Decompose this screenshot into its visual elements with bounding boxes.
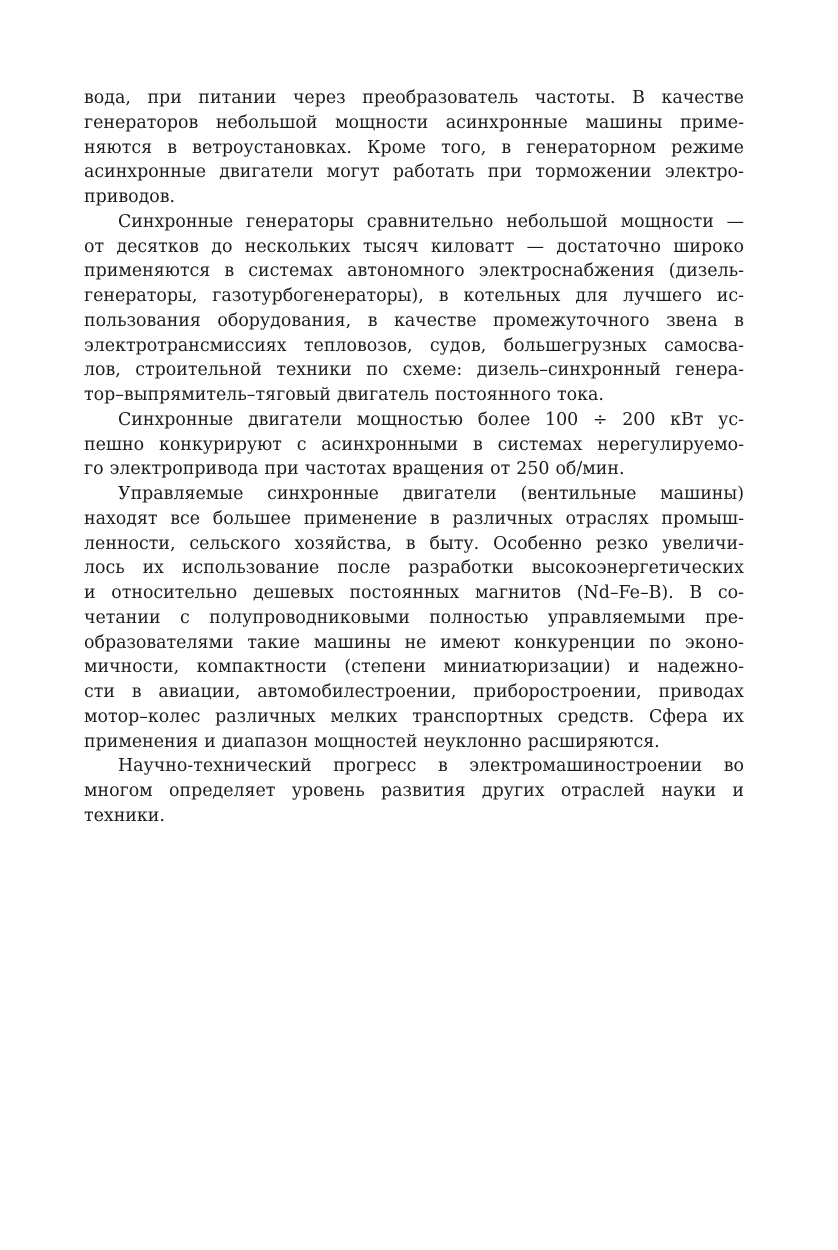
text-line: вода, при питании через преобразователь частоты. В качестве xyxy=(84,88,744,108)
document-body xyxy=(84,86,744,829)
text-line: техники. xyxy=(84,805,165,826)
text-line: ленности, сельского хозяйства, в быту. Особенно резко увеличи- xyxy=(84,533,744,554)
text-line: Управляемые синхронные двигатели (вентильные машины) xyxy=(118,484,744,504)
text-line: четании с полупроводниковыми полностью управляемыми пре- xyxy=(84,607,744,628)
text-line: тор–выпрямитель–тяговый двигатель постоянного тока. xyxy=(84,385,604,405)
text-line: генераторов небольшой мощности асинхронные машины приме- xyxy=(84,112,744,133)
text-line: лов, строительной техники по схеме: дизель–синхронный генера- xyxy=(84,360,744,381)
text-line: асинхронные двигатели могут работать при торможении электро- xyxy=(84,162,744,183)
text-line: применяются в системах автономного электроснабжения (дизель- xyxy=(84,261,744,282)
text-line: и относительно дешевых постоянных магнитов (Nd–Fe–B). В со- xyxy=(84,583,744,603)
text-line: пешно конкурируют с асинхронными в системах нерегулируемо- xyxy=(84,434,744,455)
paragraph xyxy=(84,408,744,482)
text-line: многом определяет уровень развития других отраслей науки и xyxy=(84,781,744,801)
text-line: няются в ветроустановках. Кроме того, в генераторном режиме xyxy=(84,137,744,158)
text-line: пользования оборудования, в качестве промежуточного звена в xyxy=(84,310,744,331)
paragraph xyxy=(84,482,744,754)
text-line: Синхронные двигатели мощностью более 100 ÷ 200 кВт ус- xyxy=(118,409,744,430)
text-line: Научно-технический прогресс в электромашиностроении во xyxy=(118,756,744,777)
text-line: го электропривода при частотах вращения от 250 об/мин. xyxy=(84,459,625,480)
text-line: мотор–колес различных мелких транспортных средств. Сфера их xyxy=(84,706,744,727)
text-line: применения и диапазон мощностей неуклонно расширяются. xyxy=(84,731,660,752)
text-line: мичности, компактности (степени миниатюризации) и надежно- xyxy=(84,657,744,678)
text-line: Синхронные генераторы сравнительно небольшой мощности — xyxy=(118,211,744,232)
text-line: сти в авиации, автомобилестроении, приборостроении, приводах xyxy=(84,682,744,702)
text-line: генераторы, газотурбогенераторы), в котельных для лучшего ис- xyxy=(84,286,744,306)
paragraph xyxy=(84,754,744,828)
paragraph xyxy=(84,210,744,408)
text-line: лось их использование после разработки высокоэнергетических xyxy=(84,558,744,579)
paragraph xyxy=(84,86,744,210)
text-line: образователями такие машины не имеют конкуренции по эконо- xyxy=(84,632,744,653)
text-line: электротрансмиссиях тепловозов, судов, большегрузных самосва- xyxy=(84,335,744,356)
text-line: от десятков до нескольких тысяч киловатт — достаточно широко xyxy=(84,236,744,257)
text-line: находят все большее применение в различных отраслях промыш- xyxy=(84,508,744,529)
text-line: приводов. xyxy=(84,187,176,207)
